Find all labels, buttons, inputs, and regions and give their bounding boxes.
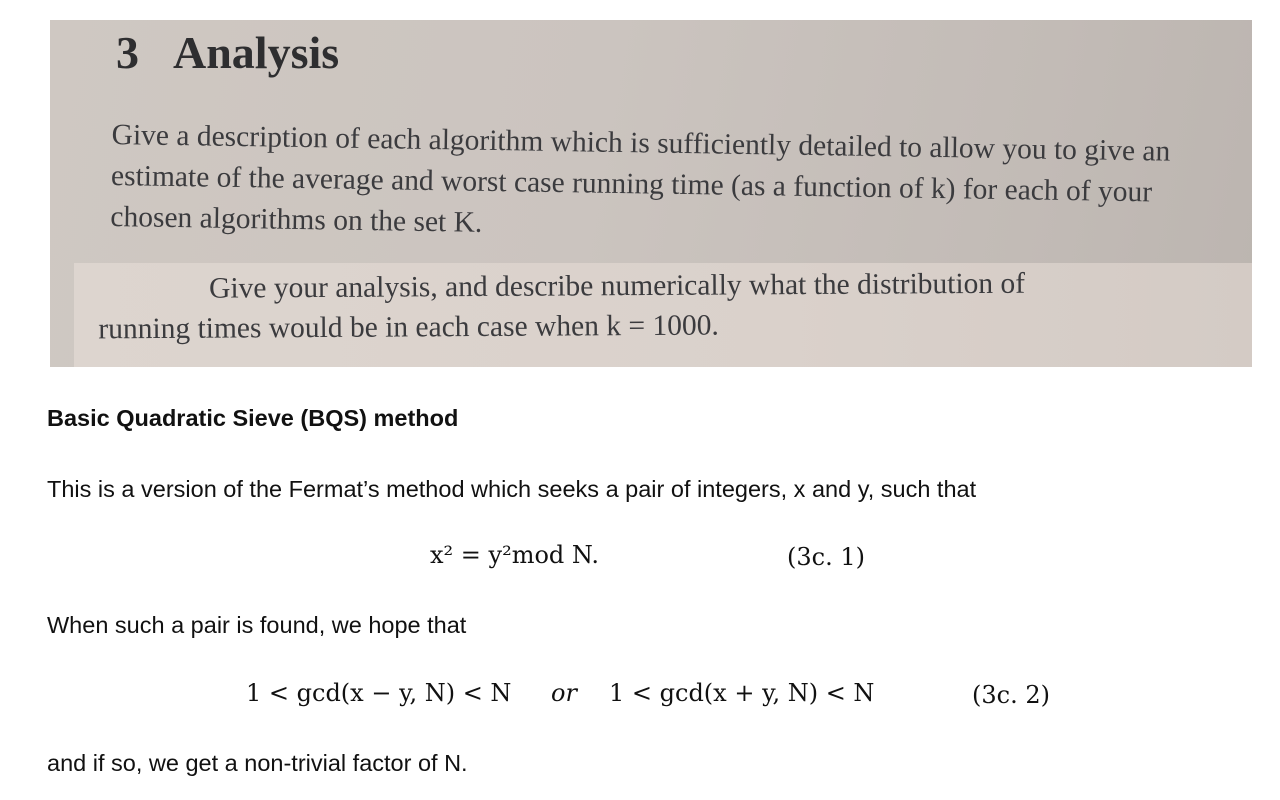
equation-2-right: 1 < gcd(x + y, N) < N [609,679,875,707]
textbook-photo [50,20,1252,367]
conclusion-text: and if so, we get a non-trivial factor of N. [47,750,468,776]
excerpt-paragraph-2 [98,262,1244,349]
condition-text: When such a pair is found, we hope that [47,612,467,638]
excerpt-paragraph-1: Give a description of each algorithm which is sufficiently detailed to allow you to give an estimate of the average and worst case running time (as a function of k) for each of your chosen algorithms on the set K. [110,118,1171,239]
equation-1-label: (3c. 1) [787,543,865,571]
equation-2-label: (3c. 2) [972,681,1050,709]
photo-upper-region [50,20,1252,263]
photo-lower-region [74,263,1252,367]
equation-2-left: 1 < gcd(x − y, N) < N [246,679,512,707]
method-heading: Basic Quadratic Sieve (BQS) method [47,405,459,431]
intro-text: This is a version of the Fermat’s method which seeks a pair of integers, x and y, such that [47,476,977,502]
excerpt-paragraph-2-line-1: Give your analysis, and describe numerically what the distribution of [209,267,1026,305]
equation-1: x² = y²mod N. [430,541,599,569]
section-number: 3 [116,27,139,78]
equation-2-or: or [551,679,577,707]
excerpt-paragraph-2-line-2: running times would be in each case when k = 1000. [98,309,719,346]
section-title: Analysis [173,27,340,78]
section-heading [116,26,339,79]
